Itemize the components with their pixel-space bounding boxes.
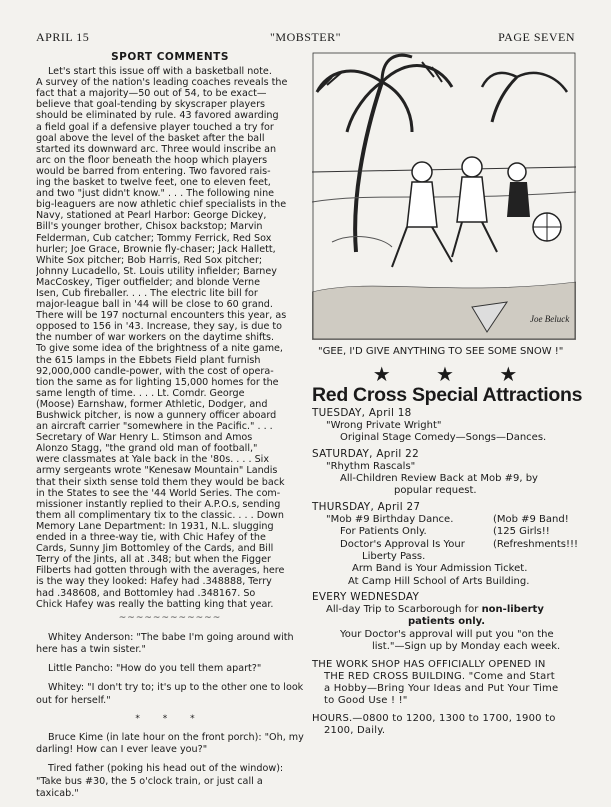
trip-emphasis: non-liberty (481, 604, 544, 616)
event-title: "Rhythm Rascals" (326, 460, 416, 472)
sport-line: an aircraft carrier "somewhere in the Pacific." . . . (36, 421, 273, 433)
sport-line: in the States to see the '44 World Series. The com- (36, 487, 281, 499)
sport-line: Isen, Cub fireballer. . . . The electric lite bill for (36, 287, 258, 299)
sport-line: same length of time. . . . Lt. Comdr. George (36, 387, 245, 399)
sport-line: Terry of the Jints, all at .348; but when the Figger (36, 554, 271, 566)
sport-line: believe that goal-tending by skyscraper players (36, 99, 266, 111)
sport-line: the 615 lamps in the Ebbets Field plant furnish (36, 354, 261, 366)
sport-line: White Sox pitcher; Bob Harris, Red Sox pitcher; (36, 254, 263, 266)
event-desc: All-Children Review Back at Mob #9, by (340, 473, 538, 485)
wavy-divider: ~~~~~~~~~~~~ (118, 612, 222, 623)
event-details (312, 514, 465, 563)
hours-line: 2100, Daily. (324, 725, 386, 737)
cartoon-signature: Joe Beluck (530, 314, 570, 324)
sport-line: Filberts had gotten through with the averages, here (36, 565, 285, 577)
sport-line: Bushwick pitcher, is now a gunnery officer aboard (36, 410, 277, 421)
sport-line: had .348608, and Bottomley had .348167. So (36, 587, 256, 599)
sport-line: Let's start this issue off with a basketball note. (48, 66, 272, 78)
sport-line: Chick Hafey was really the batting king that year. (36, 598, 274, 610)
sport-line: To give some idea of the brightness of a nite game, (36, 343, 283, 355)
trip-text: Your Doctor's approval will put you "on the (340, 628, 554, 640)
sport-line: hurler; Joe Grace, Brownie fly-chaser; Jack Hallett, (36, 243, 276, 255)
trip-text: All-day Trip to Scarborough for (326, 604, 479, 616)
sport-line: that their sixth sense told them they would be back (36, 476, 285, 488)
sport-line: were classmates at Yale back in the '80s. . . . Six (36, 454, 270, 466)
event-desc (312, 604, 578, 616)
header-date: APRIL 15 (36, 30, 90, 44)
sport-line: them all complimentary tix to the classic. . . . Down (36, 509, 284, 521)
sport-line: ing the basket to twelve feet, one to eleven feet, (36, 177, 271, 189)
workshop-notice (312, 659, 578, 707)
detail-line: Liberty Pass. (362, 550, 426, 562)
small-stars: * * * (135, 713, 205, 724)
workshop-line: to Good Use ! !" (324, 695, 408, 707)
sport-line: Secretary of War Henry L. Stimson and Amos (36, 432, 253, 444)
joke-line: Little Pancho: "How do you tell them apart?" (48, 663, 262, 675)
sport-line: Memory Lane Department: In 1931, N.L. slugging (36, 520, 274, 532)
star-icon: ★ (372, 361, 391, 386)
trip-text: list."—Sign up by Monday each week. (372, 641, 561, 653)
sport-line: started its downward arc. Three would inscribe an (36, 143, 277, 155)
header-page: PAGE SEVEN (498, 30, 575, 44)
right-column (312, 52, 583, 737)
event-tuesday (312, 407, 578, 445)
sport-line: Alonzo Stagg, "the grand old man of football," (36, 443, 258, 455)
detail-line: Arm Band is Your Admission Ticket. (352, 563, 528, 575)
big-stars (312, 361, 578, 386)
event-thursday (312, 501, 578, 588)
joke-line: Whitey Anderson: "The babe I'm going around with here has a twin sister." (36, 631, 294, 655)
sport-line: major-league ball in '44 will be close to 60 grand. (36, 299, 273, 311)
sport-line: tion the same as for lighting 15,000 homes for the (36, 376, 279, 388)
header-title: "MOBSTER" (270, 30, 341, 44)
sport-line: Cards, Sunny Jim Bottomley of the Cards, and Bill (36, 543, 274, 555)
sport-line: should be eliminated by rule. 43 favored awarding (36, 110, 279, 122)
sport-line: big-leaguers are now athletic chief specialists in the (36, 199, 287, 211)
event-saturday (312, 448, 578, 498)
joke-line: Tired father (poking his head out of the window): "Take bus #30, the 5 o'clock train, or just call a taxicab." (36, 763, 284, 799)
event-title: "Wrong Private Wright" (326, 419, 442, 431)
detail-line: "Mob #9 Birthday Dance. (326, 514, 454, 526)
sport-line: Bill's younger brother, Chisox backstop; Marvin (36, 221, 263, 233)
beach-cartoon (312, 52, 576, 340)
sport-comments-body (36, 66, 304, 610)
sport-line: goal above the level of the basket after the ball (36, 132, 265, 144)
sport-line: MacCoskey, Tiger outfielder; and blonde Verne (36, 276, 260, 288)
detail-line: At Camp Hill School of Arts Building. (348, 575, 530, 587)
sport-line: Navy, stationed at Pearl Harbor: George Dickey, (36, 210, 267, 222)
star-icon: ★ (499, 361, 518, 386)
joke-line: Bruce Kime (in late hour on the front porch): "Oh, my darling! How can I ever leave you?" (36, 731, 304, 756)
event-day: EVERY WEDNESDAY (312, 590, 420, 603)
sport-line: Johnny Lucadello, St. Louis utility infielder; Barney (36, 265, 277, 277)
detail-line: Doctor's Approval Is Your (340, 538, 465, 550)
hours-notice (312, 713, 578, 737)
sport-line: ended in a three-way tie, with Chic Hafey of the (36, 532, 266, 544)
highlight-line: (Refreshments!!! (492, 538, 578, 550)
joke-line: Whitey: "I don't try to; it's up to the other one to look out for herself." (36, 682, 304, 706)
hours-line: HOURS.—0800 to 1200, 1300 to 1700, 1900 to (312, 713, 556, 725)
event-highlights (493, 514, 578, 563)
event-desc: Original Stage Comedy—Songs—Dances. (340, 432, 547, 444)
sport-line: (Moose) Earnshaw, former Athletic, Dodger, and (36, 398, 268, 410)
sport-line: arc on the floor beneath the hoop which players (36, 154, 268, 166)
highlight-line: (125 Girls!! (492, 526, 550, 538)
sport-line: is the way they looked: Hafey had .348888, Terry (36, 576, 272, 588)
event-day: THURSDAY, April 27 (312, 500, 421, 513)
sport-line: and two "just didn't know." . . . The following nine (36, 188, 275, 200)
event-weekly (312, 591, 578, 653)
sport-line: Felderman, Cub catcher; Tommy Ferrick, Red Sox (36, 232, 272, 244)
sport-line: opposed to 156 in '43. Increase, they say, is due to (36, 321, 283, 333)
sport-line: fact that a majority—50 out of 54, to be exact— (36, 88, 267, 100)
sport-line: would be barred from entering. Two favored rais- (36, 165, 271, 177)
workshop-line: THE WORK SHOP HAS OFFICIALLY OPENED IN (312, 659, 546, 671)
red-cross-title: Red Cross Special Attractions (312, 383, 583, 406)
trip-emphasis: patients only. (408, 616, 486, 628)
sport-comments-title: SPORT COMMENTS (111, 51, 229, 63)
cartoon-caption: "GEE, I'D GIVE ANYTHING TO SEE SOME SNOW !" (318, 346, 564, 357)
workshop-line: a Hobby—Bring Your Ideas and Put Your Time (324, 683, 559, 695)
sport-line: There will be 197 nocturnal encounters this year, as (36, 310, 287, 322)
sport-line: A survey of the nation's leading coaches reveals the (36, 77, 288, 89)
sport-line: 92,000,000 candle-power, with the cost of opera- (36, 365, 274, 377)
workshop-line: THE RED CROSS BUILDING. "Come and Start (324, 671, 555, 683)
event-day: SATURDAY, April 22 (312, 447, 420, 460)
event-desc: popular request. (394, 485, 477, 497)
sport-line: a field goal if a defensive player touched a try for (36, 121, 274, 133)
sport-line: the number of war workers on the daytime shifts. (36, 332, 274, 344)
sport-line: missioner instantly replied to their A.P.O.s, sending (36, 498, 281, 510)
star-icon: ★ (436, 361, 454, 386)
sport-line: army sergeants wrote "Kenesaw Mountain" Landis (36, 465, 278, 477)
detail-line: For Patients Only. (340, 526, 427, 538)
cartoon-illustration (312, 52, 576, 340)
left-column (36, 52, 304, 807)
event-day: TUESDAY, April 18 (312, 406, 412, 419)
highlight-line: (Mob #9 Band! (492, 514, 569, 526)
page-header (36, 30, 575, 46)
